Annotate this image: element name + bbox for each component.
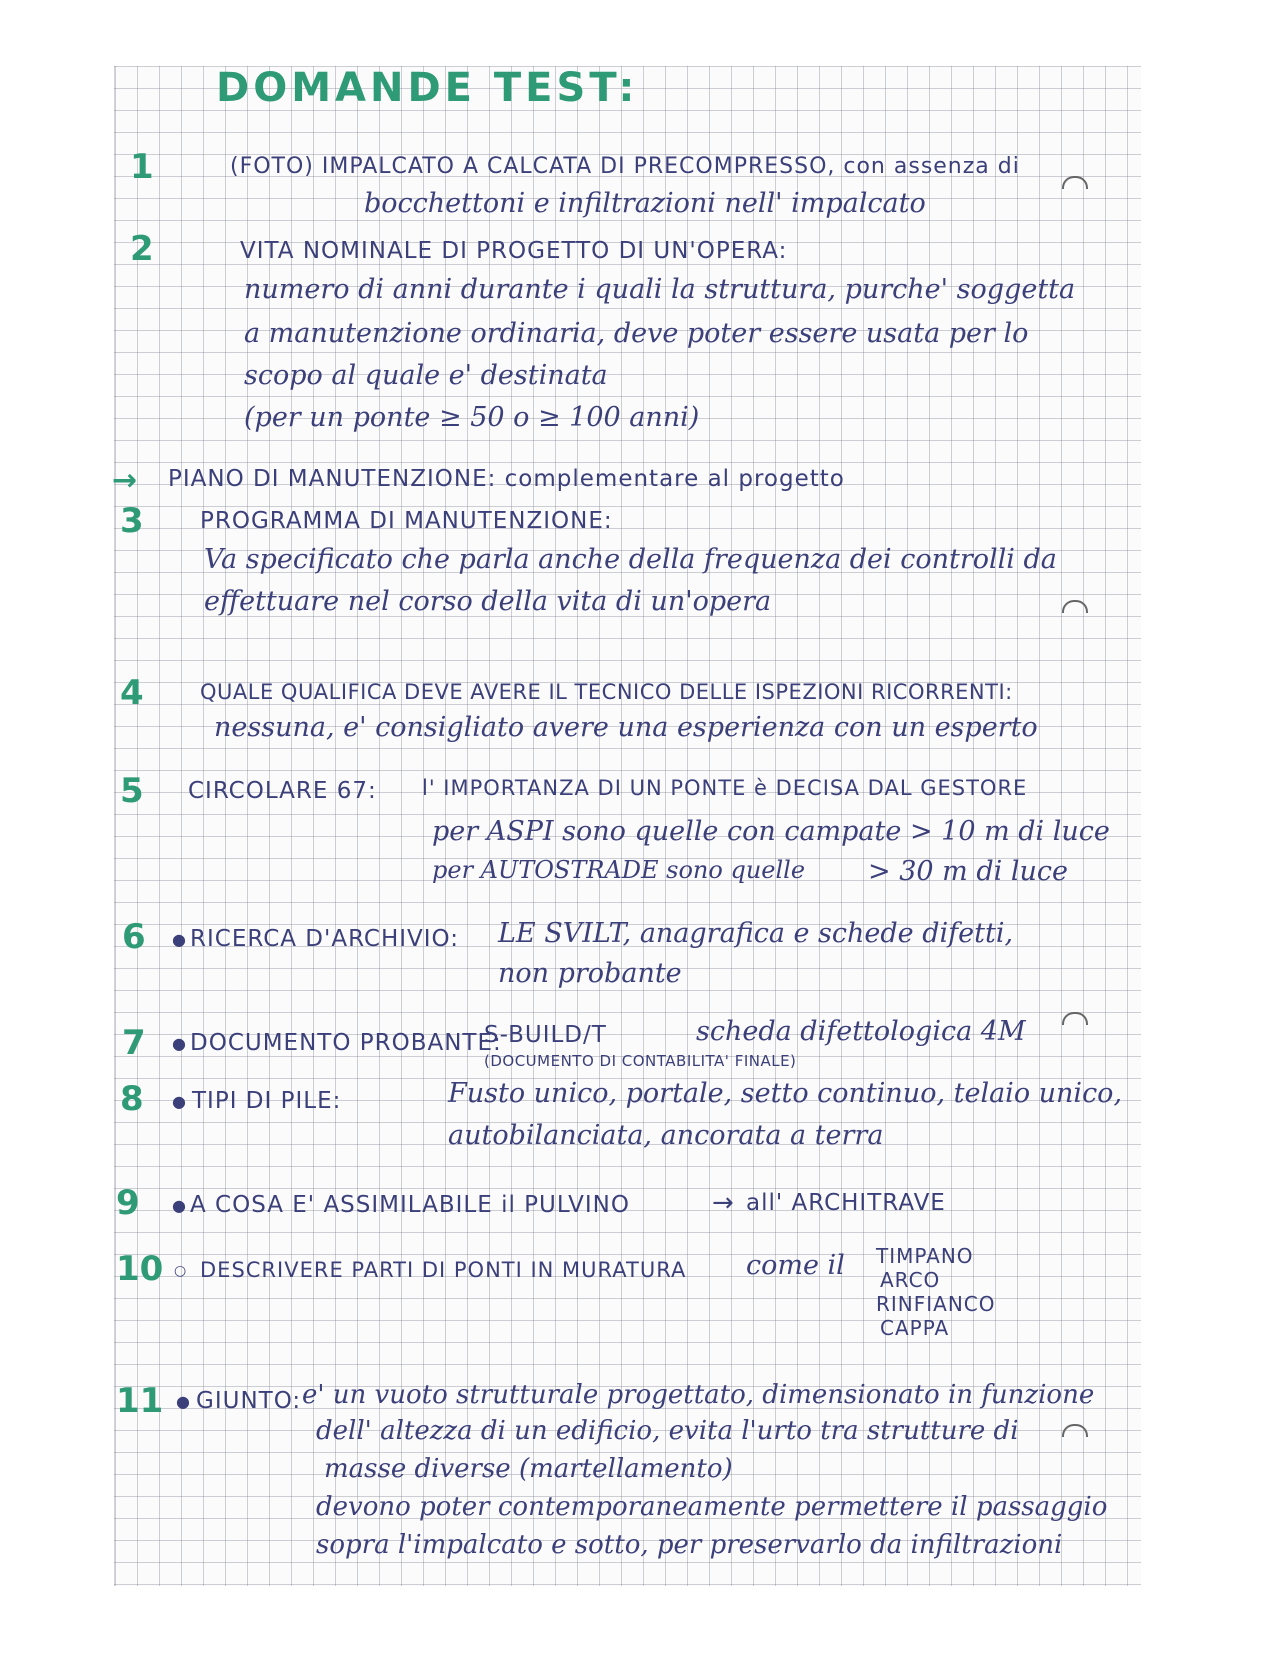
item-heading-secondary: l' IMPORTANZA DI UN PONTE è DECISA DAL GESTORE: [422, 776, 1028, 800]
item-heading: A COSA E' ASSIMILABILE il PULVINO: [190, 1192, 630, 1218]
item-heading: (FOTO) IMPALCATO A CALCATA DI PRECOMPRESSO, con assenza di: [230, 154, 1020, 179]
page-title: DOMANDE TEST:: [216, 65, 639, 111]
item-body-line: scheda difettologica 4M: [696, 1016, 1026, 1047]
item-number: 4: [120, 673, 144, 713]
arrow-right-icon: →: [112, 463, 138, 498]
item-heading: PIANO DI MANUTENZIONE: complementare al progetto: [168, 466, 845, 492]
item-body-line: all' ARCHITRAVE: [746, 1190, 946, 1216]
item-body-line: autobilanciata, ancorata a terra: [448, 1120, 884, 1151]
item-number: 1: [130, 147, 154, 187]
item-heading: TIPI DI PILE:: [192, 1088, 342, 1114]
item-number: 7: [122, 1023, 146, 1063]
item-heading: CIRCOLARE 67:: [188, 778, 377, 804]
item-body-line: LE SVILT, anagrafica e schede difetti,: [498, 918, 1014, 949]
item-number: 11: [116, 1381, 164, 1421]
item-number: 10: [116, 1249, 164, 1289]
item-body-line: per AUTOSTRADE sono quelle: [432, 856, 806, 884]
item-body-line: > 30 m di luce: [868, 856, 1068, 887]
item-body-line: numero di anni durante i quali la struttura, purche' soggetta: [244, 274, 1076, 305]
item-number: 2: [130, 229, 154, 269]
item-body-line: scopo al quale e' destinata: [244, 360, 608, 391]
item-heading: PROGRAMMA DI MANUTENZIONE:: [200, 508, 613, 534]
item-heading: VITA NOMINALE DI PROGETTO DI UN'OPERA:: [240, 238, 788, 264]
item-body-line: per ASPI sono quelle con campate > 10 m di luce: [432, 816, 1110, 847]
item-body-line: e' un vuoto strutturale progettato, dimensionato in funzione: [302, 1380, 1095, 1410]
list-item: ARCO: [880, 1268, 941, 1292]
item-body-line: come il: [746, 1250, 845, 1281]
list-item: TIMPANO: [876, 1244, 974, 1268]
item-body-line: dell' altezza di un edificio, evita l'urto tra strutture di: [316, 1416, 1019, 1446]
list-item: CAPPA: [880, 1316, 950, 1340]
item-body-line: effettuare nel corso della vita di un'opera: [204, 586, 772, 617]
item-body-line: a manutenzione ordinaria, deve poter essere usata per lo: [244, 318, 1029, 349]
item-body-line: bocchettoni e infiltrazioni nell' impalcato: [364, 188, 926, 219]
bullet-icon: ●: [172, 930, 186, 949]
bullet-icon: ●: [172, 1092, 186, 1111]
item-heading: GIUNTO:: [196, 1388, 302, 1414]
item-body-line: masse diverse (martellamento): [324, 1454, 733, 1484]
item-heading: DOCUMENTO PROBANTE:: [190, 1030, 502, 1056]
item-number: 5: [120, 771, 144, 811]
item-heading: QUALE QUALIFICA DEVE AVERE IL TECNICO DELLE ISPEZIONI RICORRENTI:: [200, 680, 1013, 704]
item-body-line: sopra l'impalcato e sotto, per preservarlo da infiltrazioni: [316, 1530, 1063, 1560]
arrow-right-icon: →: [712, 1188, 734, 1218]
item-body-line: devono poter contemporaneamente permettere il passaggio: [316, 1492, 1108, 1522]
bullet-icon: ●: [176, 1392, 190, 1411]
item-body-line: nessuna, e' consigliato avere una esperienza con un esperto: [214, 712, 1038, 743]
item-number: 3: [120, 501, 144, 541]
item-body-line: Va specificato che parla anche della frequenza dei controlli da: [204, 544, 1057, 575]
item-body-line: S-BUILD/T: [484, 1022, 607, 1048]
item-body-line: Fusto unico, portale, setto continuo, telaio unico,: [448, 1078, 1123, 1109]
item-heading: RICERCA D'ARCHIVIO:: [190, 926, 460, 952]
item-number: 8: [120, 1079, 144, 1119]
list-item: RINFIANCO: [876, 1292, 996, 1316]
item-heading: DESCRIVERE PARTI DI PONTI IN MURATURA: [200, 1258, 687, 1282]
item-number: 6: [122, 917, 146, 957]
bullet-icon: ○: [174, 1263, 187, 1279]
item-note: (DOCUMENTO DI CONTABILITA' FINALE): [484, 1052, 797, 1070]
item-body-line: (per un ponte ≥ 50 o ≥ 100 anni): [244, 402, 700, 433]
bullet-icon: ●: [172, 1196, 186, 1215]
item-number: 9: [116, 1183, 140, 1223]
item-body-line: non probante: [498, 958, 682, 989]
bullet-icon: ●: [172, 1034, 186, 1053]
